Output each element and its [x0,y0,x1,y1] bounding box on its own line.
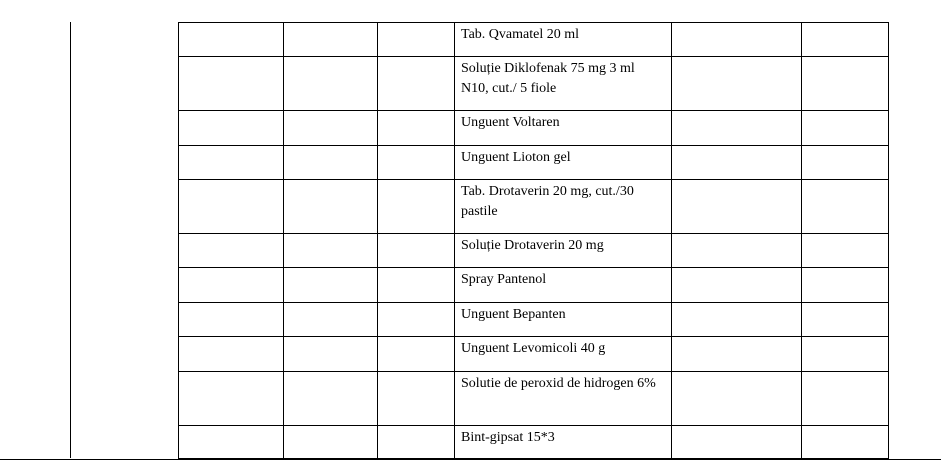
empty-cell [378,268,455,303]
empty-cell [672,180,802,234]
empty-cell [179,337,284,372]
empty-cell [378,337,455,372]
table-row [179,268,889,303]
medication-name-cell: Spray Pantenol [455,268,672,303]
empty-cell [284,303,378,337]
empty-cell [378,303,455,337]
empty-cell [284,337,378,372]
left-border-line [70,22,71,458]
medication-name-cell: Unguent Bepanten [455,303,672,337]
table-row [179,372,889,426]
empty-cell [284,57,378,111]
medication-name-cell: Soluție Diklofenak 75 mg 3 ml N10, cut./ 5 fiole [455,57,672,111]
table-row [179,23,889,57]
table-row [179,234,889,268]
empty-cell [284,23,378,57]
empty-cell [672,146,802,180]
empty-cell [179,23,284,57]
medication-name-cell: Unguent Levomicoli 40 g [455,337,672,372]
medication-name-cell: Solutie de peroxid de hidrogen 6% [455,372,672,426]
empty-cell [802,23,889,57]
medication-table [178,22,889,459]
empty-cell [179,234,284,268]
empty-cell [378,234,455,268]
empty-cell [284,426,378,459]
table-row [179,337,889,372]
empty-cell [284,372,378,426]
empty-cell [378,146,455,180]
empty-cell [179,372,284,426]
bottom-border-line [0,459,941,460]
empty-cell [672,23,802,57]
empty-cell [179,268,284,303]
medication-name-cell: Bint-gipsat 15*3 [455,426,672,459]
empty-cell [802,146,889,180]
empty-cell [378,426,455,459]
empty-cell [802,372,889,426]
empty-cell [179,111,284,146]
empty-cell [802,426,889,459]
empty-cell [802,234,889,268]
medication-name-cell: Unguent Voltaren [455,111,672,146]
empty-cell [284,268,378,303]
table-row [179,426,889,459]
medication-name-cell: Tab. Qvamatel 20 ml [455,23,672,57]
empty-cell [179,180,284,234]
medication-name-cell: Unguent Lioton gel [455,146,672,180]
empty-cell [802,268,889,303]
medication-name-cell: Tab. Drotaverin 20 mg, cut./30 pastile [455,180,672,234]
table-row [179,303,889,337]
empty-cell [672,372,802,426]
empty-cell [802,303,889,337]
empty-cell [284,234,378,268]
table-row [179,111,889,146]
empty-cell [284,146,378,180]
table-row [179,146,889,180]
empty-cell [378,180,455,234]
empty-cell [179,146,284,180]
empty-cell [802,180,889,234]
empty-cell [672,303,802,337]
empty-cell [802,337,889,372]
empty-cell [378,57,455,111]
table-row [179,57,889,111]
medication-name-cell: Soluție Drotaverin 20 mg [455,234,672,268]
empty-cell [672,337,802,372]
empty-cell [802,57,889,111]
empty-cell [378,372,455,426]
empty-cell [284,180,378,234]
empty-cell [179,426,284,459]
empty-cell [672,268,802,303]
empty-cell [672,111,802,146]
empty-cell [284,111,378,146]
empty-cell [378,23,455,57]
empty-cell [802,111,889,146]
empty-cell [672,234,802,268]
empty-cell [378,111,455,146]
empty-cell [179,303,284,337]
empty-cell [672,426,802,459]
empty-cell [179,57,284,111]
empty-cell [672,57,802,111]
table-row [179,180,889,234]
